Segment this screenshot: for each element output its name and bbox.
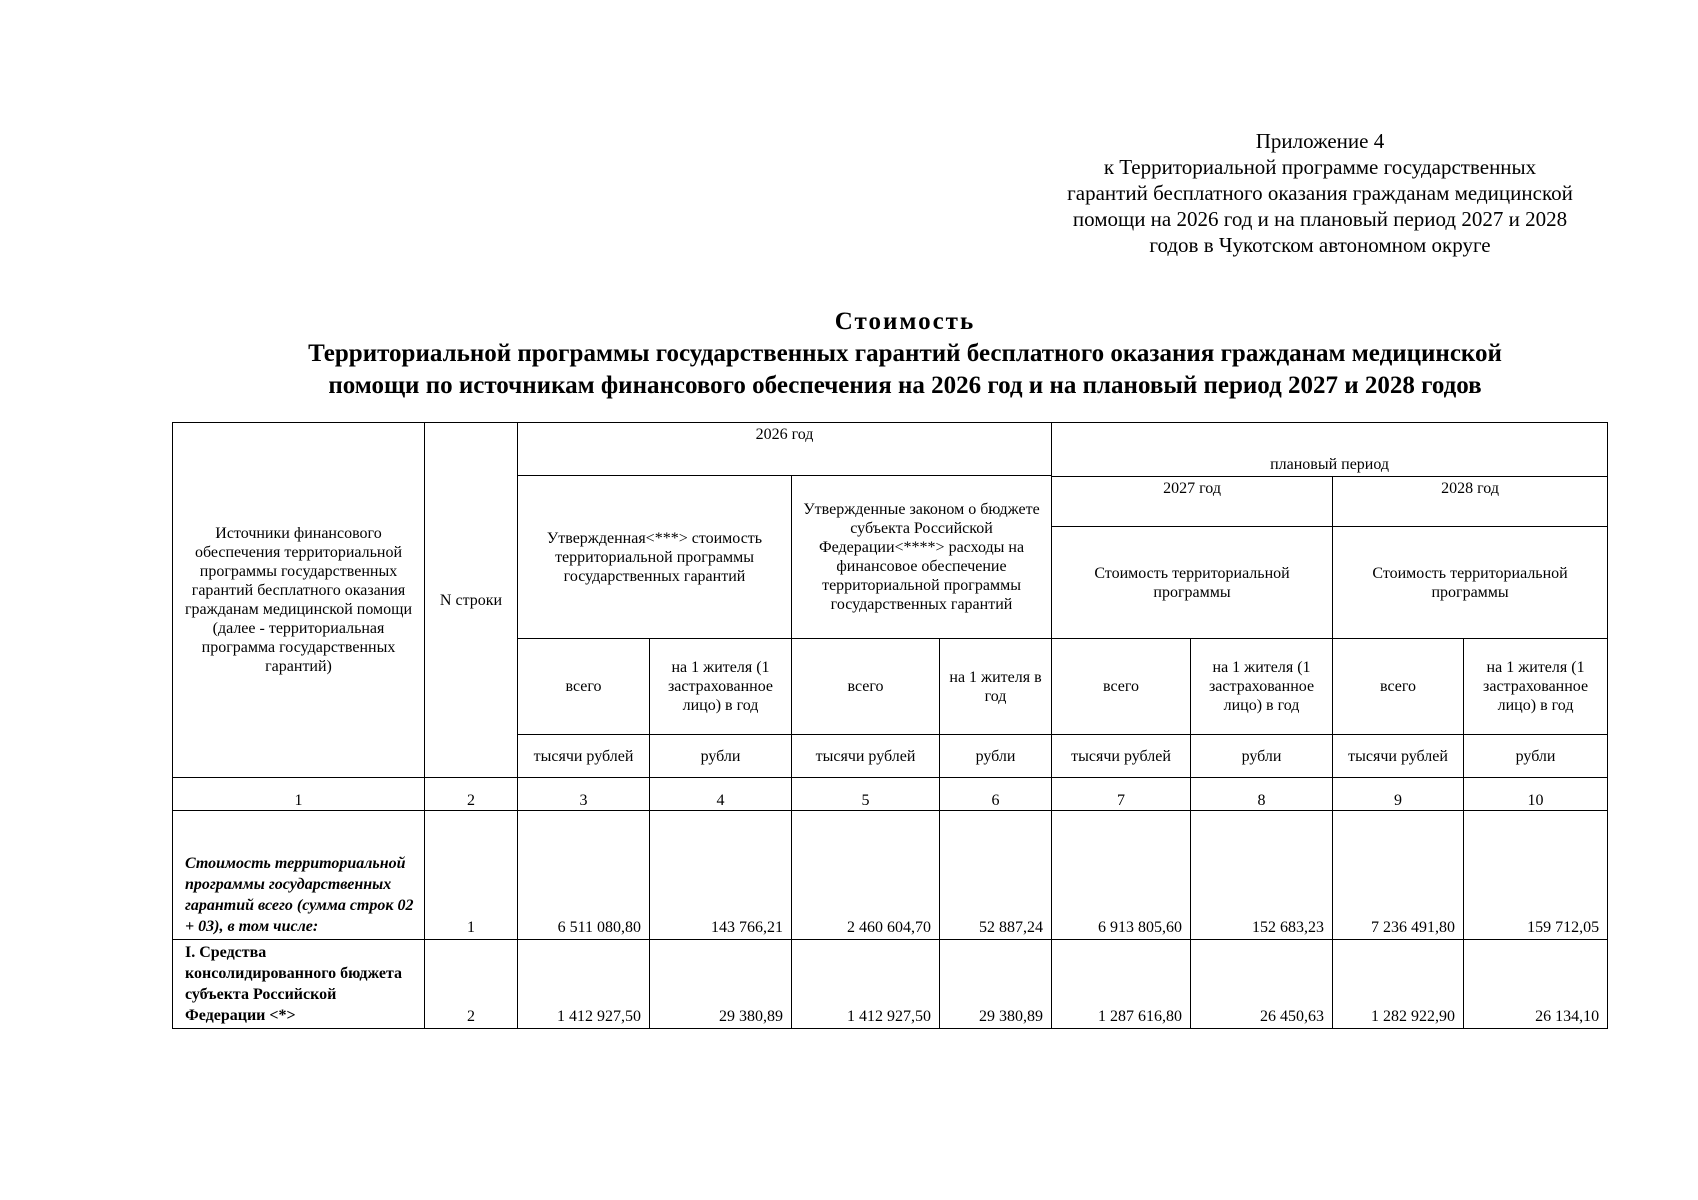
header-row-no: N строки xyxy=(425,423,518,778)
header-total: всего xyxy=(1052,639,1191,735)
row-label: Стоимость территориальной программы государственных гарантий всего (сумма строк 02 + 03), в том числе: xyxy=(173,811,425,940)
unit-rub: рубли xyxy=(940,735,1052,778)
unit-rub: рубли xyxy=(1191,735,1333,778)
cell-value: 143 766,21 xyxy=(650,811,792,940)
cell-value: 1 287 616,80 xyxy=(1052,940,1191,1029)
row-label: I. Средства консолидированного бюджета субъекта Российской Федерации <*> xyxy=(173,940,425,1029)
cost-table xyxy=(172,422,1608,1029)
cell-value: 159 712,05 xyxy=(1464,811,1608,940)
header-year-2027: 2027 год xyxy=(1052,477,1333,527)
title-line-3: помощи по источникам финансового обеспечения на 2026 год и на плановый период 2027 и 2028 годов xyxy=(328,372,1482,399)
cell-value: 26 134,10 xyxy=(1464,940,1608,1029)
header-per-resident-insured: на 1 жителя (1 застрахованное лицо) в год xyxy=(650,639,792,735)
column-number: 1 xyxy=(173,778,425,811)
column-number: 5 xyxy=(792,778,940,811)
header-per-resident: на 1 жителя в год xyxy=(940,639,1052,735)
unit-thousand: тысячи рублей xyxy=(1052,735,1191,778)
unit-thousand: тысячи рублей xyxy=(792,735,940,778)
cell-value: 52 887,24 xyxy=(940,811,1052,940)
column-number: 2 xyxy=(425,778,518,811)
appendix-line: помощи на 2026 год и на плановый период 2027 и 2028 xyxy=(1072,207,1568,231)
row-number: 2 xyxy=(425,940,518,1029)
unit-rub: рубли xyxy=(1464,735,1608,778)
cell-value: 6 913 805,60 xyxy=(1052,811,1191,940)
cell-value: 29 380,89 xyxy=(650,940,792,1029)
header-per-resident-insured: на 1 жителя (1 застрахованное лицо) в год xyxy=(1191,639,1333,735)
unit-thousand: тысячи рублей xyxy=(1333,735,1464,778)
appendix-header xyxy=(1000,128,1640,258)
header-year-2026: 2026 год xyxy=(518,423,1052,476)
cell-value: 26 450,63 xyxy=(1191,940,1333,1029)
header-source: Источники финансового обеспечения территориальной программы государственных гарантий бесплатного оказания гражданам медицинской помощи (далее - территориальная программа государственных гарантий) xyxy=(173,423,425,778)
column-number: 7 xyxy=(1052,778,1191,811)
row-number: 1 xyxy=(425,811,518,940)
unit-rub: рубли xyxy=(650,735,792,778)
title-line-1: Стоимость xyxy=(834,308,976,335)
unit-thousand: тысячи рублей xyxy=(518,735,650,778)
appendix-line: к Территориальной программе государственных xyxy=(1103,155,1537,179)
column-number: 6 xyxy=(940,778,1052,811)
cell-value: 29 380,89 xyxy=(940,940,1052,1029)
cell-value: 1 412 927,50 xyxy=(792,940,940,1029)
column-number: 10 xyxy=(1464,778,1608,811)
header-total: всего xyxy=(792,639,940,735)
document-title xyxy=(150,306,1660,402)
header-year-2028: 2028 год xyxy=(1333,477,1608,527)
table-row xyxy=(173,940,1608,1029)
title-line-2: Территориальной программы государственных гарантий бесплатного оказания гражданам медицинской xyxy=(308,340,1502,367)
header-planned-period: плановый период xyxy=(1052,423,1608,477)
column-number: 9 xyxy=(1333,778,1464,811)
appendix-line: годов в Чукотском автономном округе xyxy=(1149,233,1491,257)
cell-value: 6 511 080,80 xyxy=(518,811,650,940)
header-total: всего xyxy=(1333,639,1464,735)
header-approved-cost: Утвержденная<***> стоимость территориальной программы государственных гарантий xyxy=(518,476,792,639)
header-total: всего xyxy=(518,639,650,735)
table-row xyxy=(173,811,1608,940)
appendix-line: гарантий бесплатного оказания гражданам медицинской xyxy=(1067,181,1573,205)
column-number: 4 xyxy=(650,778,792,811)
header-approved-law: Утвержденные законом о бюджете субъекта Российской Федерации<****> расходы на финансовое обеспечение территориальной программы государственных гарантий xyxy=(792,476,1052,639)
appendix-line: Приложение 4 xyxy=(1255,129,1385,153)
header-program-cost-2028: Стоимость территориальной программы xyxy=(1333,527,1608,639)
cell-value: 2 460 604,70 xyxy=(792,811,940,940)
cell-value: 7 236 491,80 xyxy=(1333,811,1464,940)
header-per-resident-insured: на 1 жителя (1 застрахованное лицо) в год xyxy=(1464,639,1608,735)
cell-value: 1 412 927,50 xyxy=(518,940,650,1029)
cell-value: 1 282 922,90 xyxy=(1333,940,1464,1029)
column-number: 8 xyxy=(1191,778,1333,811)
header-program-cost-2027: Стоимость территориальной программы xyxy=(1052,527,1333,639)
cell-value: 152 683,23 xyxy=(1191,811,1333,940)
column-number: 3 xyxy=(518,778,650,811)
